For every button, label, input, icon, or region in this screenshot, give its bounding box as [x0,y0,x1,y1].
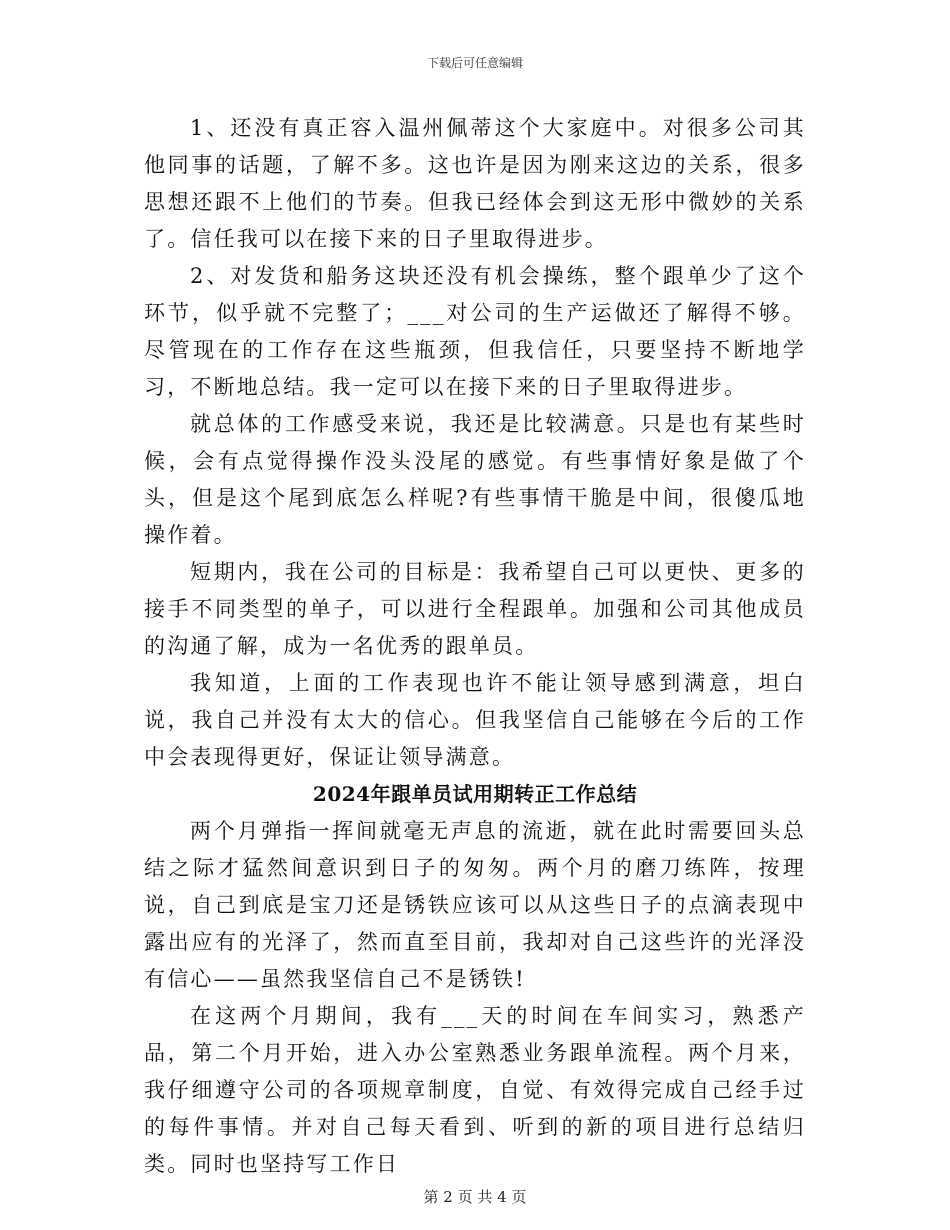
paragraph: 2、对发货和船务这块还没有机会操练，整个跟单少了这个环节，似乎就不完整了；___对公司的生产运做还了解得不够。尽管现在的工作存在这些瓶颈，但我信任，只要坚持不断地学习，不断地总结。我一定可以在接下来的日子里取得进步。 [144,264,806,399]
section-title: 2024年跟单员试用期转正工作总结 [312,782,638,806]
paragraph: 在这两个月期间，我有___天的时间在车间实习，熟悉产品，第二个月开始，进入办公室熟悉业务跟单流程。两个月来，我仔细遵守公司的各项规章制度，自觉、有效得完成自己经手过的每件事情。并对自己每天看到、听到的新的项目进行总结归类。同时也坚持写工作日 [144,1004,806,1176]
document-body [144,110,806,1183]
paragraph: 我知道，上面的工作表现也许不能让领导感到满意，坦白说，我自己并没有太大的信心。但我坚信自己能够在今后的工作中会表现得更好，保证让领导满意。 [144,671,806,769]
paragraph: 就总体的工作感受来说，我还是比较满意。只是也有某些时候，会有点觉得操作没头没尾的感觉。有些事情好象是做了个头，但是这个尾到底怎么样呢?有些事情干脆是中间，很傻瓜地操作着。 [144,412,806,547]
page-number: 第 2 页 共 4 页 [423,1188,527,1206]
header-note: 下载后可任意编辑 [426,56,523,70]
paragraph: 短期内，我在公司的目标是：我希望自己可以更快、更多的接手不同类型的单子，可以进行全程跟单。加强和公司其他成员的沟通了解，成为一名优秀的跟单员。 [144,560,806,658]
paragraph: 两个月弹指一挥间就毫无声息的流逝，就在此时需要回头总结之际才猛然间意识到日子的匆匆。两个月的磨刀练阵，按理说，自己到底是宝刀还是锈铁应该可以从这些日子的点滴表现中露出应有的光泽了，然而直至目前，我却对自己这些许的光泽没有信心——虽然我坚信自己不是锈铁! [144,819,806,991]
paragraph: 1、还没有真正容入温州佩蒂这个大家庭中。对很多公司其他同事的话题，了解不多。这也许是因为刚来这边的关系，很多思想还跟不上他们的节奏。但我已经体会到这无形中微妙的关系了。信任我可以在接下来的日子里取得进步。 [144,116,806,251]
